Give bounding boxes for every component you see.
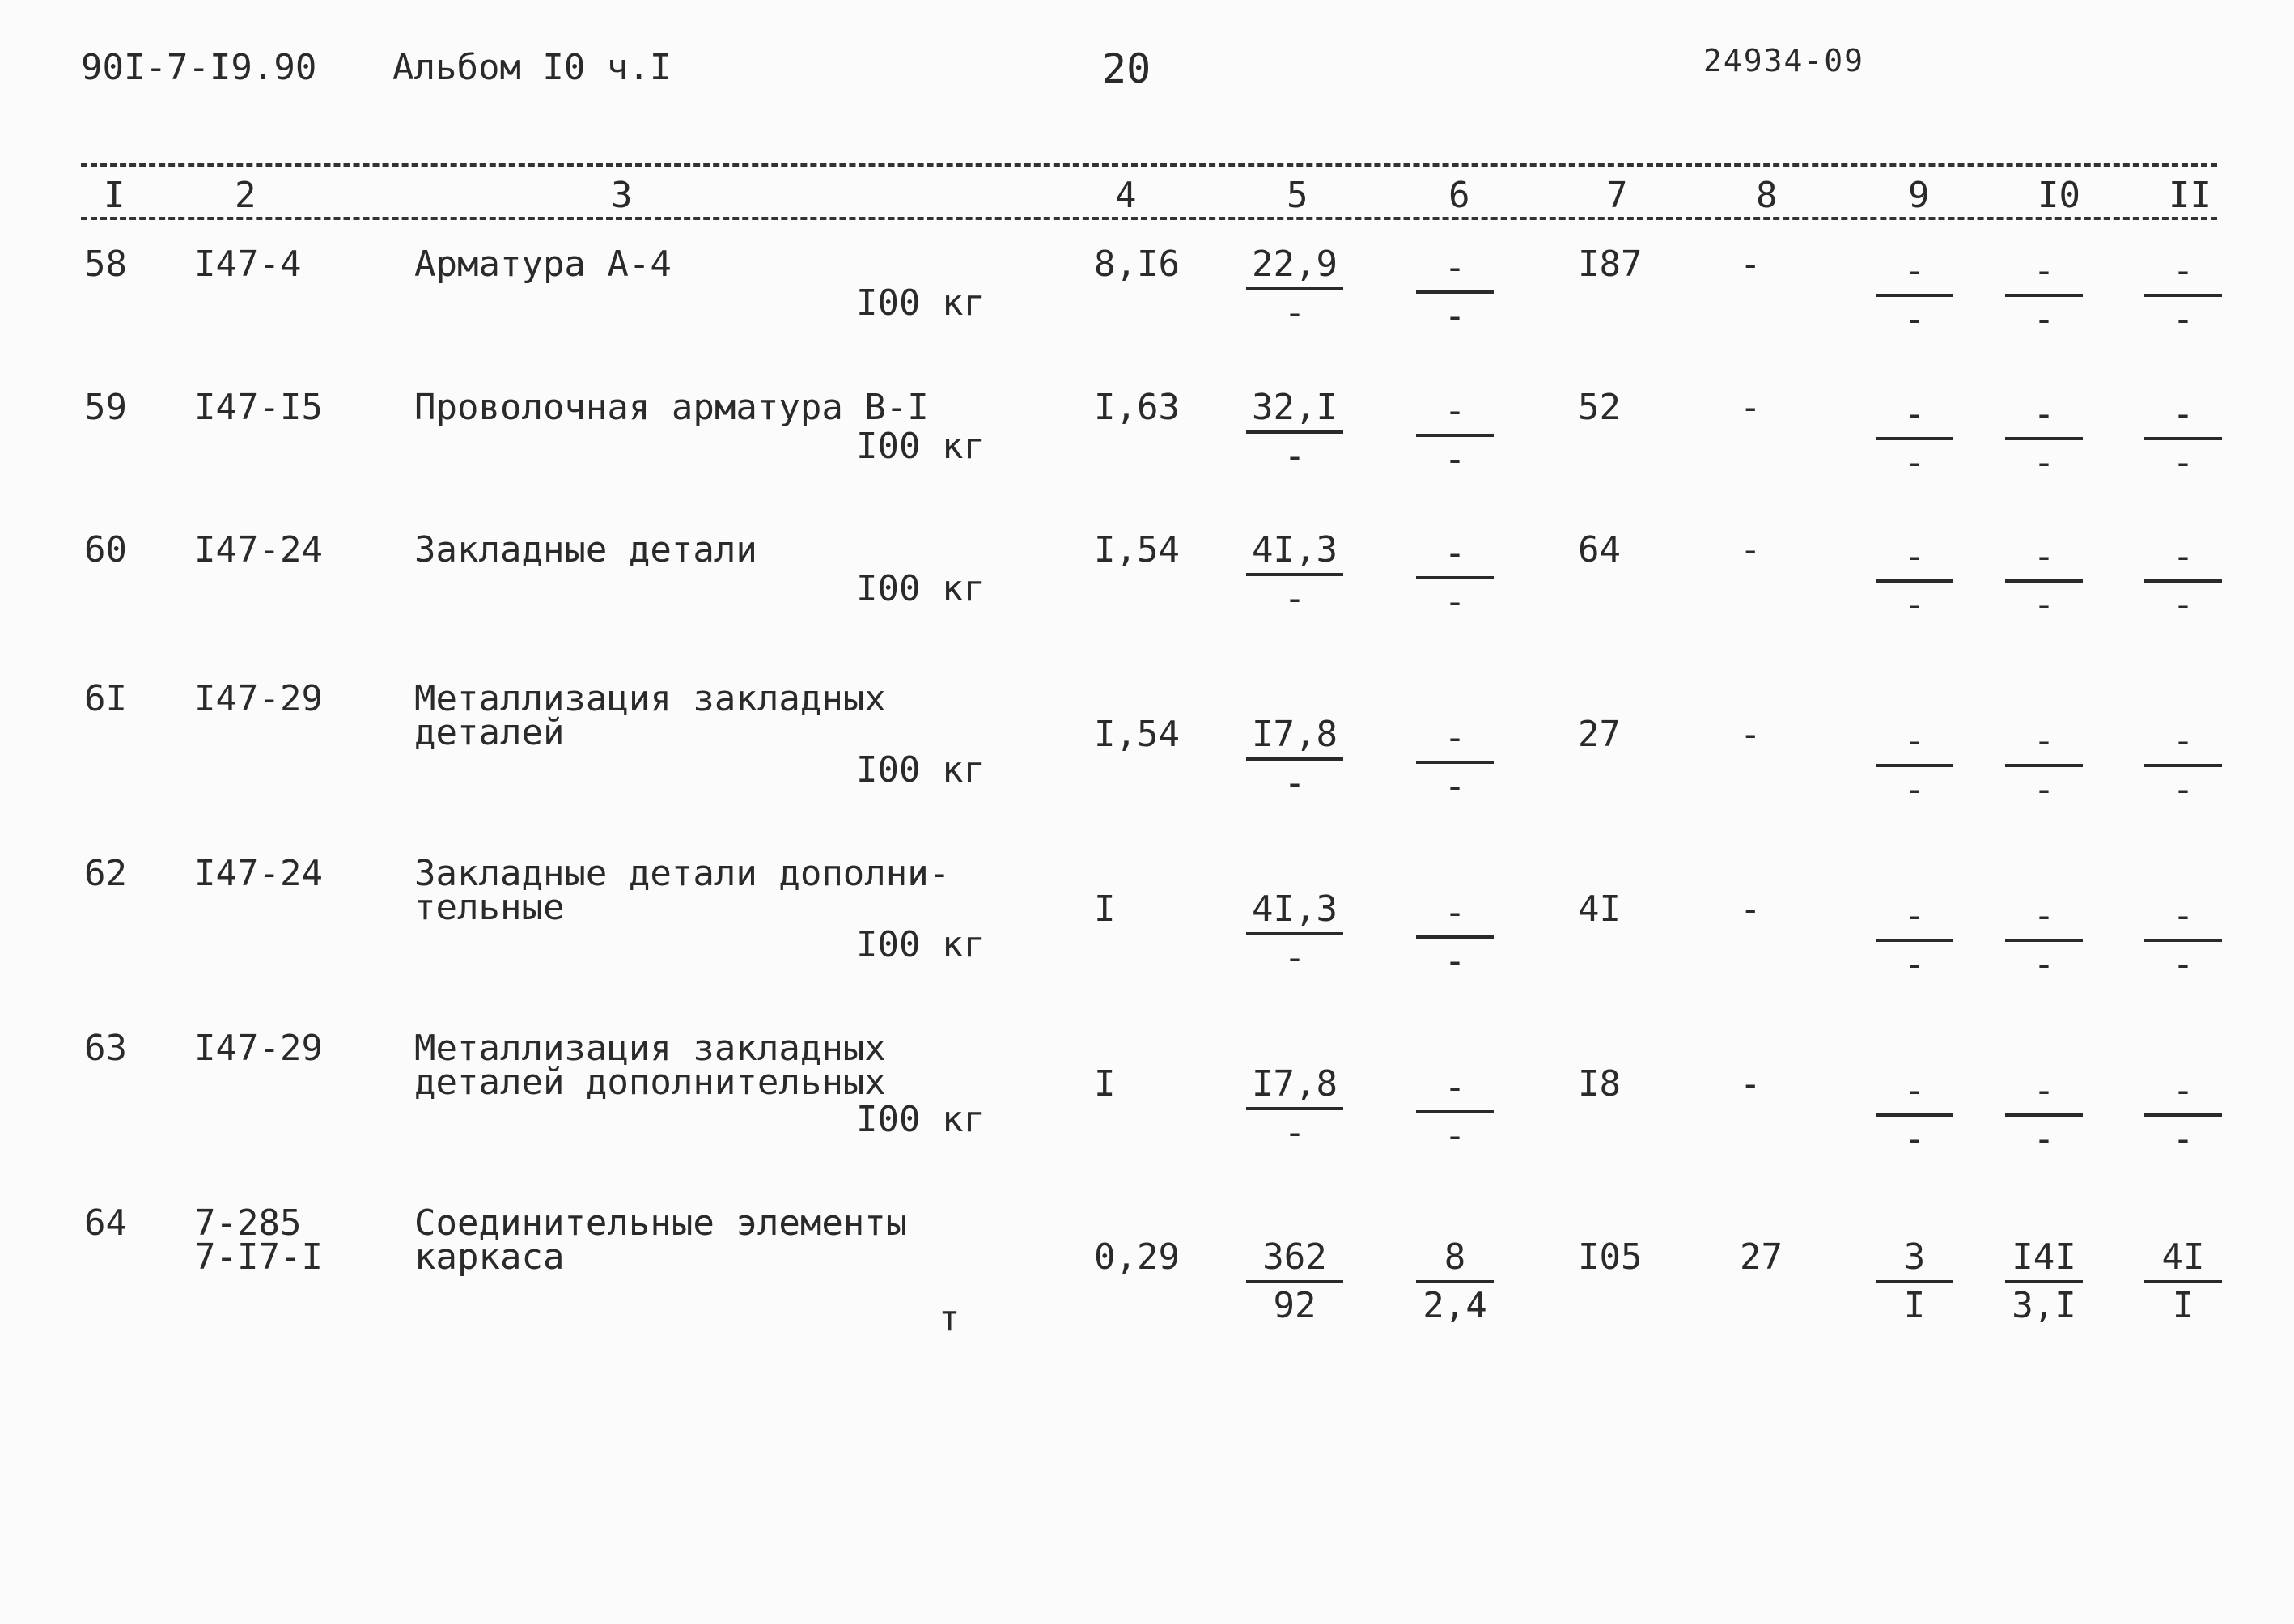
column-header-4: 4 <box>1115 175 1137 216</box>
col8-value: - <box>1740 387 1762 428</box>
column-header-9: 9 <box>1908 175 1930 216</box>
col7-value: I05 <box>1578 1236 1643 1278</box>
col11-value-numerator: - <box>2144 723 2222 767</box>
col5-value-denominator: 92 <box>1273 1285 1317 1326</box>
quantity: I,54 <box>1094 529 1180 570</box>
unit-label: I00 кг <box>856 282 985 324</box>
col8-value: - <box>1740 888 1762 930</box>
col6-value-numerator: - <box>1416 895 1494 939</box>
col5-value-numerator: 4I,3 <box>1246 892 1343 935</box>
quantity: I,54 <box>1094 714 1180 755</box>
col5-value-denominator: - <box>1283 435 1306 477</box>
col8-value: - <box>1740 714 1762 755</box>
page-number: 20 <box>1102 45 1151 92</box>
col6-value-denominator: 2,4 <box>1423 1285 1487 1326</box>
row-number: 6I <box>84 678 127 719</box>
col8-value: - <box>1740 244 1762 285</box>
col6-value <box>1416 390 1494 480</box>
col11-value-denominator: - <box>2172 299 2194 340</box>
col10-value-denominator: - <box>2033 299 2055 340</box>
item-name-line1: Закладные детали <box>414 529 757 570</box>
col6-value-denominator: - <box>1444 1115 1466 1156</box>
col11-value <box>2144 393 2222 483</box>
col10-value-denominator: - <box>2033 584 2055 625</box>
col5-value-numerator: 22,9 <box>1246 247 1343 290</box>
column-header-1: I <box>104 175 125 216</box>
col6-value-numerator: 8 <box>1416 1240 1494 1283</box>
unit-label: т <box>939 1298 960 1339</box>
col5-value <box>1246 244 1343 333</box>
col5-value-numerator: 362 <box>1246 1240 1343 1283</box>
col6-value-denominator: - <box>1444 581 1466 622</box>
archive-stamp: 24934-09 <box>1703 43 1865 78</box>
item-name-line1: Закладные детали дополни- <box>414 853 951 894</box>
col10-value <box>2005 250 2083 340</box>
quantity: 0,29 <box>1094 1236 1180 1278</box>
col6-value <box>1416 717 1494 807</box>
col6-value <box>1416 1066 1494 1156</box>
unit-label: I00 кг <box>856 924 985 965</box>
column-header-10: I0 <box>2037 175 2080 216</box>
col10-value <box>2005 720 2083 810</box>
col9-value-numerator: - <box>1876 898 1953 942</box>
col6-value <box>1416 247 1494 337</box>
col9-value <box>1876 536 1953 625</box>
col5-value-numerator: I7,8 <box>1246 1066 1343 1110</box>
item-name-line1: Арматура А-4 <box>414 244 672 285</box>
code-primary: I47-29 <box>194 678 323 719</box>
quantity: I <box>1094 1063 1116 1105</box>
column-header-7: 7 <box>1606 175 1628 216</box>
col6-value-numerator: - <box>1416 393 1494 437</box>
item-name-line2: каркаса <box>414 1236 565 1278</box>
col5-value <box>1246 1063 1343 1153</box>
col7-value: I8 <box>1578 1063 1621 1105</box>
col6-value <box>1416 532 1494 622</box>
col6-value-denominator: - <box>1444 940 1466 982</box>
col6-value-numerator: - <box>1416 250 1494 294</box>
col11-value <box>2144 1070 2222 1160</box>
col5-value-denominator: - <box>1283 762 1306 804</box>
row-number: 63 <box>84 1028 127 1069</box>
item-name-line1: Проволочная арматура В-I <box>414 387 929 428</box>
col5-value <box>1246 1236 1343 1326</box>
row-number: 62 <box>84 853 127 894</box>
item-name-line1: Соединительные элементы <box>414 1202 908 1244</box>
col5-value-denominator: - <box>1283 578 1306 619</box>
col9-value-numerator: - <box>1876 396 1953 440</box>
col10-value <box>2005 536 2083 625</box>
col11-value-numerator: - <box>2144 1073 2222 1117</box>
col7-value: I87 <box>1578 244 1643 285</box>
col6-value <box>1416 892 1494 982</box>
col6-value-numerator: - <box>1416 536 1494 579</box>
col10-value-denominator: - <box>2033 769 2055 810</box>
col11-value <box>2144 895 2222 985</box>
unit-label: I00 кг <box>856 1099 985 1140</box>
col10-value <box>2005 895 2083 985</box>
col11-value-numerator: - <box>2144 898 2222 942</box>
col9-value-denominator: - <box>1903 943 1926 985</box>
col9-value <box>1876 1236 1953 1326</box>
col5-value-numerator: I7,8 <box>1246 717 1343 761</box>
col10-value <box>2005 1236 2083 1326</box>
col9-value-denominator: - <box>1903 769 1926 810</box>
col5-value-denominator: - <box>1283 292 1306 333</box>
col9-value-numerator: - <box>1876 253 1953 297</box>
col9-value-denominator: - <box>1903 1118 1926 1160</box>
col6-value-numerator: - <box>1416 1070 1494 1113</box>
unit-label: I00 кг <box>856 568 985 609</box>
col10-value-numerator: - <box>2005 396 2083 440</box>
item-name-line1: Металлизация закладных <box>414 678 886 719</box>
col9-value-numerator: - <box>1876 1073 1953 1117</box>
col7-value: 52 <box>1578 387 1621 428</box>
code-primary: I47-24 <box>194 529 323 570</box>
col10-value-denominator: - <box>2033 943 2055 985</box>
doc-code: 90I-7-I9.90 <box>81 47 317 88</box>
col11-value-denominator: - <box>2172 584 2194 625</box>
item-name-line1: Металлизация закладных <box>414 1028 886 1069</box>
code-primary: 7-285 <box>194 1202 302 1244</box>
col9-value <box>1876 250 1953 340</box>
col5-value-numerator: 32,I <box>1246 390 1343 434</box>
col11-value <box>2144 250 2222 340</box>
album-label: Альбом I0 ч.I <box>392 47 672 88</box>
col11-value <box>2144 536 2222 625</box>
unit-label: I00 кг <box>856 426 985 467</box>
code-primary: I47-4 <box>194 244 302 285</box>
col11-value-denominator: I <box>2172 1285 2194 1326</box>
col11-value-denominator: - <box>2172 943 2194 985</box>
col5-value <box>1246 714 1343 804</box>
col5-value-denominator: - <box>1283 937 1306 978</box>
col11-value-numerator: - <box>2144 396 2222 440</box>
column-header-6: 6 <box>1448 175 1470 216</box>
col9-value-denominator: - <box>1903 442 1926 483</box>
quantity: I <box>1094 888 1116 930</box>
table-header-rule-top <box>81 163 2217 167</box>
table-header-rule-bottom <box>81 217 2217 220</box>
item-name-line2: тельные <box>414 887 565 928</box>
col9-value <box>1876 393 1953 483</box>
col10-value-numerator: - <box>2005 539 2083 583</box>
col6-value <box>1416 1236 1494 1326</box>
col10-value <box>2005 1070 2083 1160</box>
col10-value-denominator: 3,I <box>2012 1285 2076 1326</box>
item-name-line2: деталей дополнительных <box>414 1062 886 1103</box>
code-primary: I47-I5 <box>194 387 323 428</box>
col5-value <box>1246 387 1343 477</box>
col6-value-numerator: - <box>1416 720 1494 764</box>
col11-value-denominator: - <box>2172 442 2194 483</box>
column-header-5: 5 <box>1287 175 1308 216</box>
col11-value-numerator: 4I <box>2144 1240 2222 1283</box>
code-primary: I47-24 <box>194 853 323 894</box>
col10-value-numerator: - <box>2005 898 2083 942</box>
row-number: 59 <box>84 387 127 428</box>
col11-value-denominator: - <box>2172 769 2194 810</box>
col9-value-denominator: I <box>1903 1285 1926 1326</box>
column-header-11: II <box>2169 175 2211 216</box>
col9-value <box>1876 895 1953 985</box>
col6-value-denominator: - <box>1444 765 1466 807</box>
col8-value: - <box>1740 1063 1762 1105</box>
col11-value-numerator: - <box>2144 539 2222 583</box>
col7-value: 64 <box>1578 529 1621 570</box>
col10-value-numerator: - <box>2005 253 2083 297</box>
column-header-8: 8 <box>1756 175 1778 216</box>
col9-value-numerator: 3 <box>1876 1240 1953 1283</box>
col11-value-denominator: - <box>2172 1118 2194 1160</box>
col11-value-numerator: - <box>2144 253 2222 297</box>
column-header-2: 2 <box>235 175 257 216</box>
col9-value <box>1876 1070 1953 1160</box>
quantity: 8,I6 <box>1094 244 1180 285</box>
col8-value: - <box>1740 529 1762 570</box>
col11-value <box>2144 720 2222 810</box>
row-number: 64 <box>84 1202 127 1244</box>
col9-value-numerator: - <box>1876 723 1953 767</box>
col11-value <box>2144 1236 2222 1326</box>
col8-value: 27 <box>1740 1236 1783 1278</box>
col6-value-denominator: - <box>1444 295 1466 337</box>
col9-value-numerator: - <box>1876 539 1953 583</box>
col10-value-numerator: - <box>2005 723 2083 767</box>
col7-value: 4I <box>1578 888 1621 930</box>
col10-value-denominator: - <box>2033 442 2055 483</box>
unit-label: I00 кг <box>856 749 985 791</box>
quantity: I,63 <box>1094 387 1180 428</box>
col10-value-numerator: - <box>2005 1073 2083 1117</box>
col9-value <box>1876 720 1953 810</box>
col9-value-denominator: - <box>1903 584 1926 625</box>
row-number: 60 <box>84 529 127 570</box>
col10-value <box>2005 393 2083 483</box>
item-name-line2: деталей <box>414 712 565 753</box>
col10-value-numerator: I4I <box>2005 1240 2083 1283</box>
col5-value-denominator: - <box>1283 1112 1306 1153</box>
col5-value-numerator: 4I,3 <box>1246 532 1343 576</box>
col9-value-denominator: - <box>1903 299 1926 340</box>
column-header-3: 3 <box>611 175 633 216</box>
col5-value <box>1246 888 1343 978</box>
col10-value-denominator: - <box>2033 1118 2055 1160</box>
col5-value <box>1246 529 1343 619</box>
col7-value: 27 <box>1578 714 1621 755</box>
code-primary: I47-29 <box>194 1028 323 1069</box>
row-number: 58 <box>84 244 127 285</box>
code-secondary: 7-I7-I <box>194 1236 323 1278</box>
col6-value-denominator: - <box>1444 439 1466 480</box>
